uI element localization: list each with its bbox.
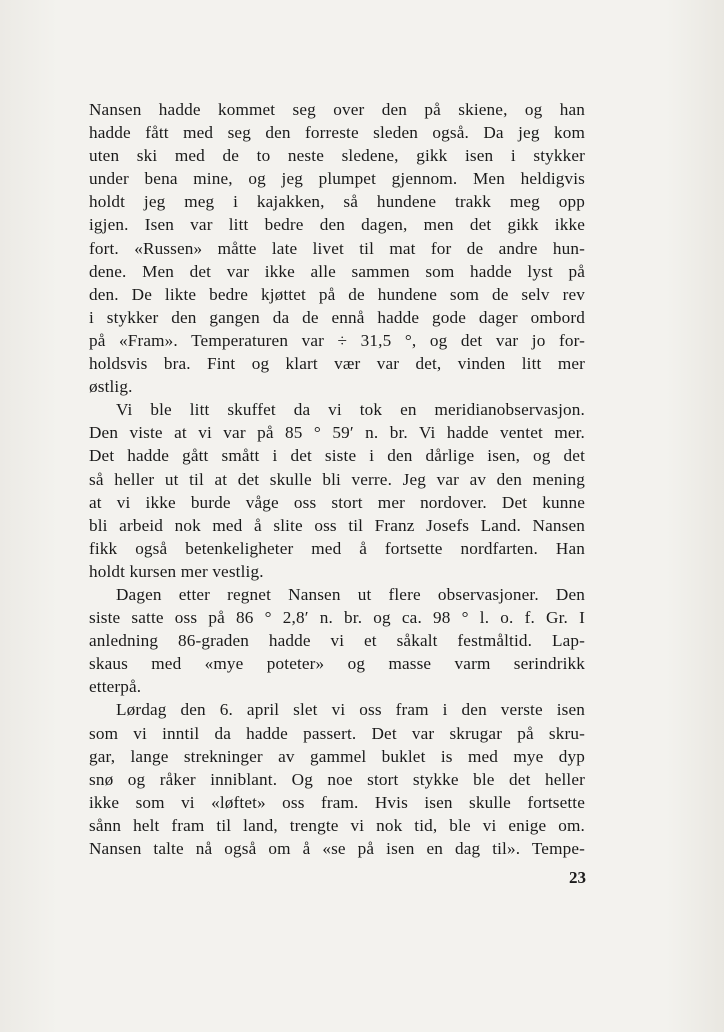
text-line: igjen. Isen var litt bedre den dagen, men det gikk ikke (89, 215, 585, 235)
text-line: Vi ble litt skuffet da vi tok en meridianobservasjon. (116, 400, 585, 420)
text-line: Nansen talte nå også om å «se på isen en dag til». Tempe- (89, 839, 585, 858)
text-line: østlig. (89, 377, 133, 397)
text-line: siste satte oss på 86 ° 2,8′ n. br. og ca. 98 ° l. o. f. Gr. I (89, 608, 585, 628)
text-line: holdsvis bra. Fint og klart vær var det, vinden litt mer (89, 354, 585, 374)
text-line: holdt jeg meg i kajakken, så hundene trakk meg opp (89, 192, 585, 212)
text-line: så heller ut til at det skulle bli verre. Jeg var av den mening (89, 469, 585, 489)
text-line: snø og råker inniblant. Og noe stort stykke ble det heller (89, 769, 585, 789)
text-line: under bena mine, og jeg plumpet gjennom. Men heldigvis (89, 169, 585, 189)
text-line: som vi inntil da hadde passert. Det var skrugar på skru- (89, 723, 585, 743)
text-line: gar, lange strekninger av gammel buklet is med mye dyp (89, 746, 585, 766)
text-line: fikk også betenkeligheter med å fortsette nordfarten. Han (89, 538, 585, 558)
text-line: Lørdag den 6. april slet vi oss fram i den verste isen (116, 700, 585, 720)
text-line: sånn helt fram til land, trengte vi nok tid, ble vi enige om. (89, 815, 585, 835)
page-number: 23 (569, 868, 586, 887)
text-line: Den viste at vi var på 85 ° 59′ n. br. Vi hadde ventet mer. (89, 423, 585, 443)
text-line: i stykker den gangen da de ennå hadde gode dager ombord (89, 307, 585, 327)
text-line: den. De likte bedre kjøttet på de hundene som de selv rev (89, 284, 585, 304)
text-line: etterpå. (89, 677, 142, 697)
text-line: ikke som vi «løftet» oss fram. Hvis isen skulle fortsette (89, 792, 585, 812)
text-line: Nansen hadde kommet seg over den på skiene, og han (89, 100, 585, 119)
text-line: skaus med «mye poteter» og masse varm serindrikk (89, 654, 585, 674)
text-line: Det hadde gått smått i det siste i den dårlige isen, og det (89, 446, 585, 466)
text-line: hadde fått med seg den forreste sleden også. Da jeg kom (89, 123, 585, 143)
text-line: fort. «Russen» måtte late livet til mat for de andre hun- (89, 238, 585, 258)
text-line: Dagen etter regnet Nansen ut flere observasjoner. Den (116, 584, 585, 604)
text-line: at vi ikke burde våge oss stort mer nordover. Det kunne (89, 492, 585, 512)
text-line: dene. Men det var ikke alle sammen som hadde lyst på (89, 261, 585, 281)
text-line: bli arbeid nok med å slite oss til Franz Josefs Land. Nansen (89, 515, 585, 535)
text-line: på «Fram». Temperaturen var ÷ 31,5 °, og det var jo for- (89, 330, 585, 350)
text-line: anledning 86-graden hadde vi et såkalt festmåltid. Lap- (89, 631, 585, 651)
text-line: uten ski med de to neste sledene, gikk isen i stykker (89, 146, 585, 166)
text-line: holdt kursen mer vestlig. (89, 561, 264, 581)
body-text (89, 98, 585, 860)
